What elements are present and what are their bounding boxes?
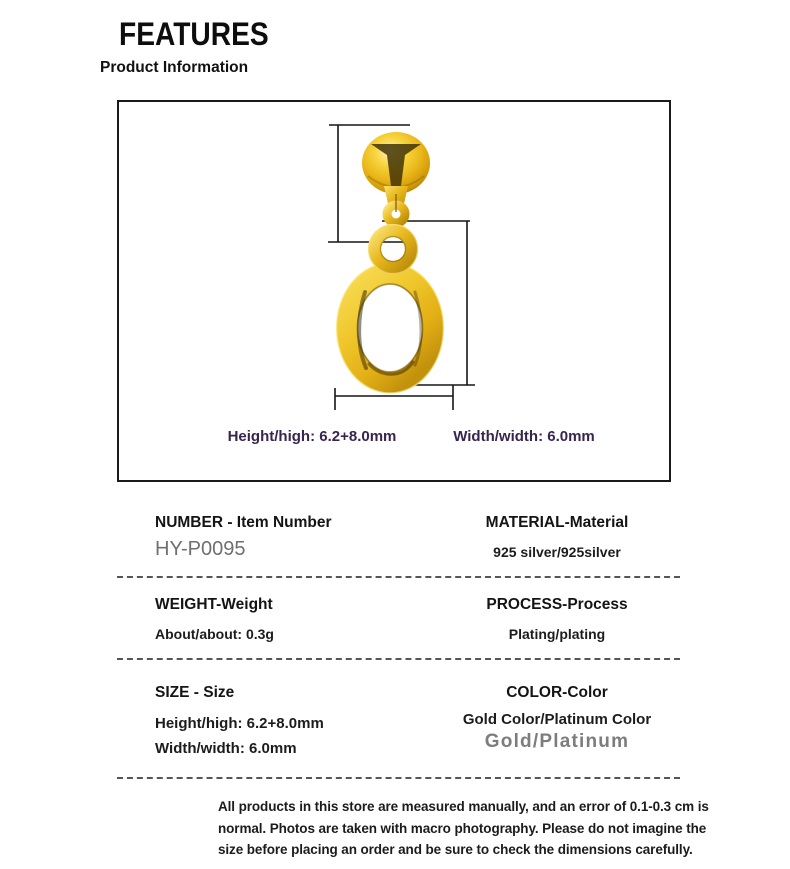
bail-ring — [369, 225, 418, 274]
process-value: Plating/plating — [508, 626, 606, 642]
spec-row-number-material — [117, 482, 680, 578]
letter-o-pendant — [337, 263, 444, 393]
material-value: 925 silver/925silver — [493, 544, 621, 560]
color-value-full: Gold Color/Platinum Color — [462, 711, 652, 728]
spec-row-weight-process — [117, 578, 680, 660]
spec-cell-process — [437, 596, 677, 642]
size-height-value: Height/high: 6.2+8.0mm — [155, 715, 324, 732]
disclaimer-text: All products in this store are measured manually, and an error of 0.1-0.3 cm is normal. Photos are taken with macro photography. Please do not imagine the size before placing an order and be sure to check the dimensions carefully. — [218, 799, 709, 857]
number-header: NUMBER - Item Number — [155, 514, 332, 531]
spec-row-size-color — [117, 660, 680, 779]
spec-cell-number — [155, 514, 332, 561]
process-header: PROCESS-Process — [486, 596, 628, 613]
size-header: SIZE - Size — [155, 684, 235, 701]
page-title: FEATURES — [119, 16, 269, 52]
item-number-value: HY-P0095 — [155, 538, 246, 560]
weight-value: About/about: 0.3g — [155, 626, 274, 642]
charm-product-image — [119, 102, 669, 480]
weight-header: WEIGHT-Weight — [155, 596, 273, 613]
size-values — [155, 711, 324, 761]
spec-cell-material — [437, 514, 677, 560]
ball-bead — [362, 132, 430, 194]
height-dimension-label: Height/high: 6.2+8.0mm — [227, 428, 397, 445]
material-header: MATERIAL-Material — [485, 514, 629, 531]
color-value-short: Gold/Platinum — [484, 731, 630, 752]
spec-cell-weight — [155, 596, 274, 642]
width-dimension-label: Width/width: 6.0mm — [453, 428, 595, 445]
product-image-box — [117, 100, 671, 482]
spec-cell-color — [437, 684, 677, 753]
spec-table — [117, 482, 680, 779]
bead-loop — [384, 186, 408, 223]
color-header: COLOR-Color — [506, 684, 608, 701]
spec-cell-size — [155, 684, 324, 761]
page-subtitle: Product Information — [100, 59, 249, 76]
size-width-value: Width/width: 6.0mm — [155, 740, 297, 757]
